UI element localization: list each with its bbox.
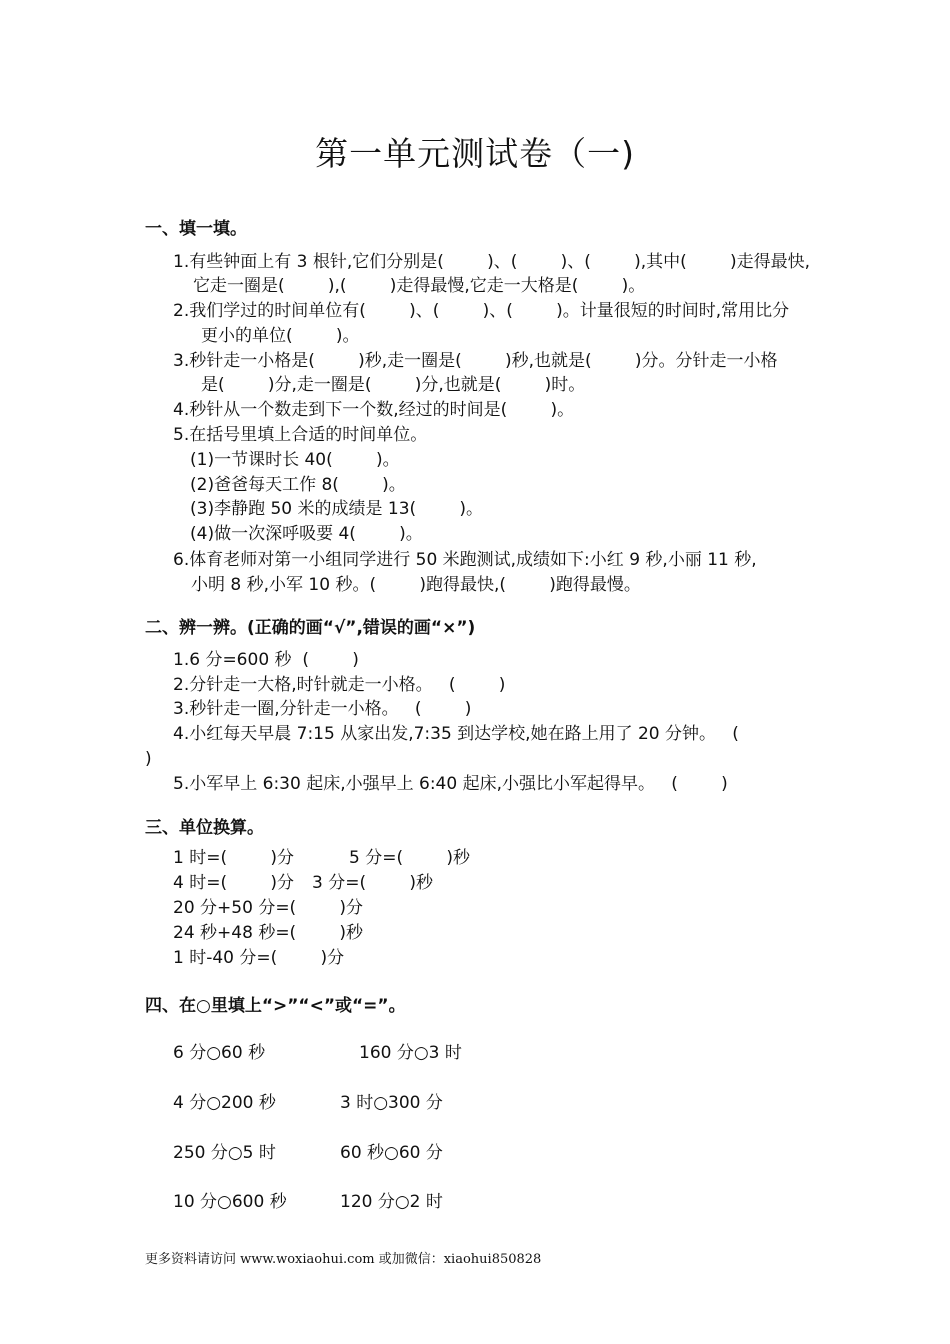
question-1-5-4: (4)做一次深呼吸要 4( )。 [190,524,423,544]
question-2-5: 5.小军早上 6:30 起床,小强早上 6:40 起床,小强比小军起得早。 ( ) [173,774,728,794]
question-1-1-line-2: 它走一圈是( ),( )走得最慢,它走一大格是( )。 [193,276,646,296]
compare-3-left: 250 分○5 时 [173,1143,276,1163]
compare-2-right: 3 时○300 分 [340,1093,443,1113]
section-1-heading: 一、填一填。 [145,219,247,239]
conversion-5: 1 时-40 分=( )分 [173,948,345,968]
compare-4-right: 120 分○2 时 [340,1192,443,1212]
question-1-6-line-2: 小明 8 秒,小军 10 秒。( )跑得最快,( )跑得最慢。 [191,575,641,595]
conversion-4: 24 秒+48 秒=( )秒 [173,923,364,943]
question-1-2-line-2: 更小的单位( )。 [201,326,360,346]
question-2-4: 4.小红每天早晨 7:15 从家出发,7:35 到达学校,她在路上用了 20 分钟。 ( [173,724,739,744]
section-2-heading: 二、辨一辨。(正确的画“√”,错误的画“×”) [145,618,476,638]
page-title: 第一单元测试卷（一) [315,134,635,173]
conversion-1-right: 5 分=( )秒 [349,848,470,868]
conversion-1-left: 1 时=( )分 [173,848,294,868]
compare-4-left: 10 分○600 秒 [173,1192,287,1212]
conversion-3: 20 分+50 分=( )分 [173,898,364,918]
question-2-1: 1.6 分=600 秒 ( ) [173,650,359,670]
compare-2-left: 4 分○200 秒 [173,1093,276,1113]
section-4-heading: 四、在○里填上“>”“<”或“=”。 [145,996,406,1016]
question-1-5-3: (3)李静跑 50 米的成绩是 13( )。 [190,499,484,519]
question-1-5: 5.在括号里填上合适的时间单位。 [173,425,428,445]
compare-1-right: 160 分○3 时 [359,1043,462,1063]
question-1-4: 4.秒针从一个数走到下一个数,经过的时间是( )。 [173,400,575,420]
question-2-3: 3.秒针走一圈,分针走一小格。 ( ) [173,699,472,719]
question-1-5-2: (2)爸爸每天工作 8( )。 [190,475,406,495]
question-2-4-wrap: ) [145,749,152,769]
question-1-3-line-1: 3.秒针走一小格是( )秒,走一圈是( )秒,也就是( )分。分针走一小格 [173,351,778,371]
footer-note: 更多资料请访问 www.woxiaohui.com 或加微信：xiaohui850828 [145,1252,542,1267]
question-1-1-line-1: 1.有些钟面上有 3 根针,它们分别是( )、( )、( ),其中( )走得最快, [173,252,811,272]
question-1-2-line-1: 2.我们学过的时间单位有( )、( )、( )。计量很短的时间时,常用比分 [173,301,790,321]
question-2-2: 2.分针走一大格,时针就走一小格。 ( ) [173,675,506,695]
question-1-6-line-1: 6.体育老师对第一小组同学进行 50 米跑测试,成绩如下:小红 9 秒,小丽 11 秒, [173,550,757,570]
section-3-heading: 三、单位换算。 [145,818,264,838]
question-1-3-line-2: 是( )分,走一圈是( )分,也就是( )时。 [201,375,586,395]
compare-3-right: 60 秒○60 分 [340,1143,443,1163]
conversion-2-right: 3 分=( )秒 [312,873,433,893]
conversion-2-left: 4 时=( )分 [173,873,294,893]
compare-1-left: 6 分○60 秒 [173,1043,266,1063]
question-1-5-1: (1)一节课时长 40( )。 [190,450,400,470]
